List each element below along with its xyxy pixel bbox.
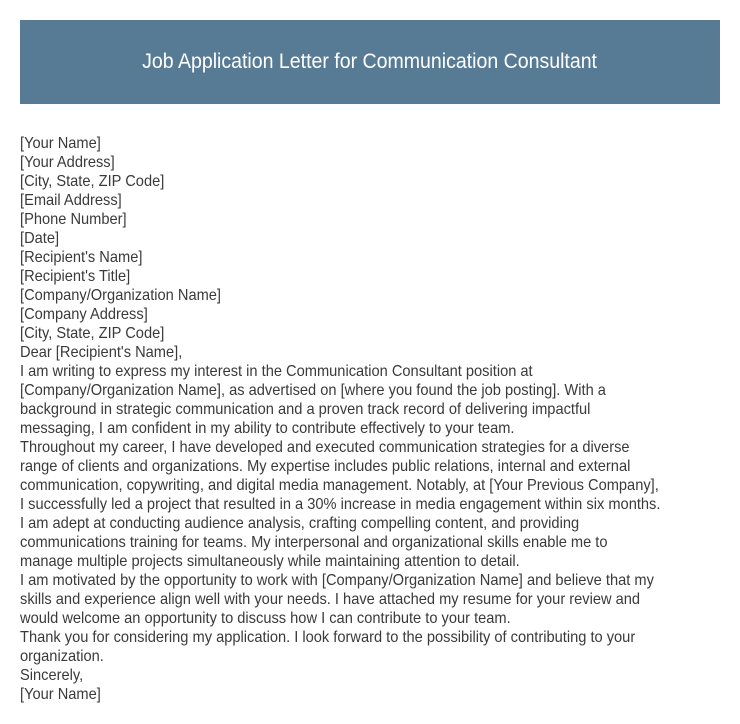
paragraph-line: I am motivated by the opportunity to work with [Company/Organization Name] and believe that my — [20, 572, 654, 589]
recipient-city-state-zip: [City, State, ZIP Code] — [20, 325, 165, 342]
paragraph-line: Thank you for considering my application. I look forward to the possibility of contributing to your — [20, 629, 636, 646]
paragraph-line: manage multiple projects simultaneously while maintaining attention to detail. — [20, 553, 520, 570]
paragraph-line: skills and experience align well with your needs. I have attached my resume for your review and — [20, 591, 641, 608]
sender-phone: [Phone Number] — [20, 211, 127, 228]
recipient-title: [Recipient's Title] — [20, 268, 131, 285]
paragraph-line: I successfully led a project that resulted in a 30% increase in media engagement within six months. — [20, 496, 661, 513]
paragraph-line: range of clients and organizations. My expertise includes public relations, internal and external — [20, 458, 631, 475]
recipient-address: [Company Address] — [20, 306, 148, 323]
title-banner — [20, 20, 720, 104]
paragraph-line: organization. — [20, 648, 104, 665]
recipient-name: [Recipient's Name] — [20, 249, 143, 266]
sender-address: [Your Address] — [20, 154, 115, 171]
paragraph-line: would welcome an opportunity to discuss how I can contribute to your team. — [20, 610, 511, 627]
letter-body — [20, 134, 725, 704]
paragraph-line: Throughout my career, I have developed and executed communication strategies for a diverse — [20, 439, 630, 456]
sender-name: [Your Name] — [20, 135, 101, 152]
paragraph-thanks — [20, 628, 725, 666]
salutation: Dear [Recipient's Name], — [20, 344, 183, 361]
sender-block — [20, 134, 725, 248]
paragraph-line: communications training for teams. My interpersonal and organizational skills enable me to — [20, 534, 608, 551]
paragraph-intro — [20, 362, 725, 438]
paragraph-line: background in strategic communication and a proven track record of delivering impactful — [20, 401, 591, 418]
paragraph-line: messaging, I am confident in my ability to contribute effectively to your team. — [20, 420, 515, 437]
signature: [Your Name] — [20, 686, 101, 703]
paragraph-experience — [20, 438, 725, 514]
paragraph-line: I am adept at conducting audience analysis, crafting compelling content, and providing — [20, 515, 580, 532]
recipient-company: [Company/Organization Name] — [20, 287, 221, 304]
letter-date: [Date] — [20, 230, 60, 247]
sender-email: [Email Address] — [20, 192, 122, 209]
recipient-block — [20, 248, 725, 343]
sender-city-state-zip: [City, State, ZIP Code] — [20, 173, 165, 190]
closing: Sincerely, — [20, 667, 84, 684]
page-title: Job Application Letter for Communication Consultant — [142, 50, 598, 73]
paragraph-line: [Company/Organization Name], as advertised on [where you found the job posting]. With a — [20, 382, 606, 399]
paragraph-motivation — [20, 571, 725, 628]
paragraph-line: I am writing to express my interest in the Communication Consultant position at — [20, 363, 533, 380]
paragraph-skills — [20, 514, 725, 571]
paragraph-line: communication, copywriting, and digital media management. Notably, at [Your Previous Company], — [20, 477, 659, 494]
